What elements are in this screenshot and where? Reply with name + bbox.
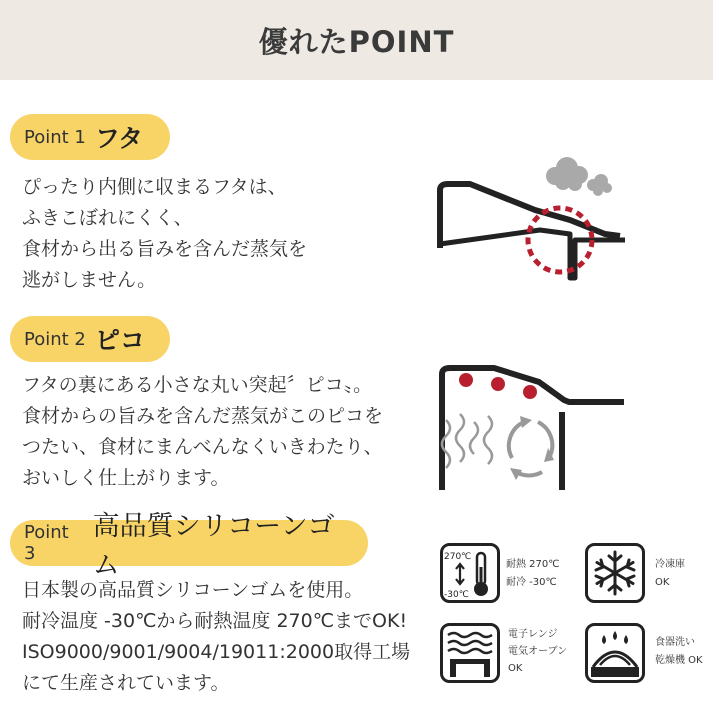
- feature-dishwasher-line1: 食器洗い: [655, 637, 695, 648]
- point-1-title: フタ: [94, 124, 144, 153]
- feature-freezer-line2: OK: [655, 577, 670, 588]
- point-1-badge: [10, 114, 170, 160]
- point-3-line: にて生産されています。: [22, 672, 230, 694]
- point-3-line: ISO9000/9001/9004/19011:2000取得工場: [22, 641, 411, 663]
- pico-circulation-illustration: [434, 360, 634, 500]
- feature-microwave-line2: 電気オーブン: [508, 646, 568, 657]
- point-2-line: おいしく仕上がります。: [22, 467, 230, 489]
- point-1-line: ふきこぼれにくく、: [22, 207, 193, 229]
- lid-fit-illustration: [430, 148, 630, 298]
- feature-heat-resistance: [440, 543, 560, 607]
- dishwasher-icon: [585, 623, 645, 683]
- point-3-title: 高品質シリコーンゴム: [92, 511, 335, 581]
- point-1-line: 食材から出る旨みを含んだ蒸気を: [22, 238, 308, 260]
- point-2-description: [22, 370, 383, 494]
- feature-freezer: [585, 543, 685, 607]
- microwave-oven-icon: [440, 623, 500, 683]
- steam-cloud-icon: [546, 157, 612, 196]
- point-3-description: [22, 575, 410, 699]
- feature-heat-line1: 耐熱 270℃: [506, 559, 560, 570]
- point-2-line: 食材からの旨みを含んだ蒸気がこのピコを: [22, 405, 384, 427]
- feature-heat-line2: 耐冷 -30℃: [506, 577, 557, 588]
- feature-microwave-oven: [440, 623, 568, 687]
- feature-microwave-line3: OK: [508, 663, 523, 674]
- page-title: 優れたPOINT: [258, 24, 455, 59]
- point-1-line: 逃がしません。: [22, 269, 157, 291]
- point-3-line: 耐冷温度 -30℃から耐熱温度 270℃までOK!: [22, 610, 408, 632]
- steam-wave-icon: [442, 414, 492, 468]
- point-1-line: ぴったり内側に収まるフタは、: [22, 176, 287, 198]
- snowflake-icon: [585, 543, 645, 603]
- point-1-description: [22, 172, 307, 296]
- feature-freezer-line1: 冷凍庫: [655, 559, 685, 570]
- point-2-line: つたい、食材にまんべんなくいきわたり、: [22, 436, 383, 458]
- point-3-line: 日本製の高品質シリコーンゴムを使用。: [22, 579, 364, 601]
- thermometer-bottom-label: -30℃: [444, 590, 469, 600]
- point-2-line: フタの裏にある小さな丸い突起〞ピコ〟。: [22, 374, 373, 396]
- page-header: [0, 0, 713, 80]
- point-2-title: ピコ: [94, 326, 145, 355]
- point-3-number: Point 3: [24, 522, 69, 564]
- thermometer-icon: [440, 543, 500, 603]
- point-2-badge: [10, 316, 170, 362]
- point-3-badge: [10, 511, 368, 581]
- feature-dishwasher-line2: 乾燥機 OK: [655, 655, 703, 666]
- feature-microwave-line1: 電子レンジ: [508, 629, 558, 640]
- point-1-number: Point 1: [24, 126, 86, 148]
- point-2-number: Point 2: [24, 328, 86, 350]
- feature-dishwasher: [585, 623, 703, 687]
- circulation-arrows-icon: [509, 422, 552, 475]
- thermometer-top-label: 270℃: [444, 552, 472, 562]
